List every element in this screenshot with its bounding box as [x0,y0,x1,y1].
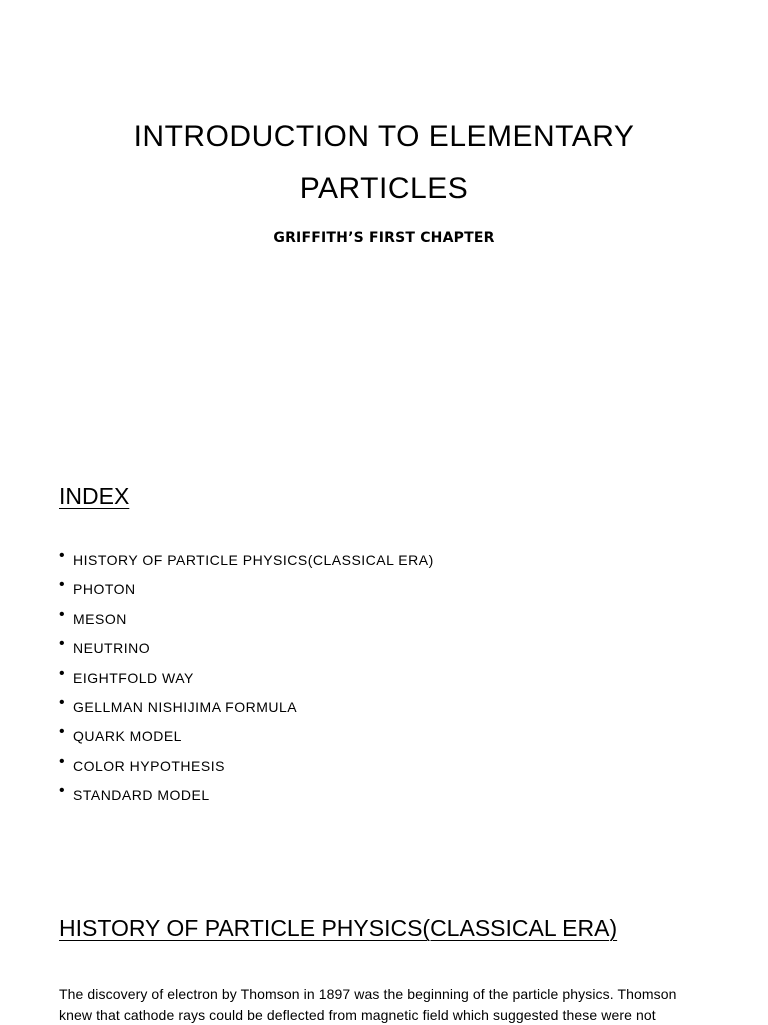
index-item-label: EIGHTFOLD WAY [73,666,194,690]
document-title-line-1: INTRODUCTION TO ELEMENTARY [0,120,768,154]
paragraph-line: The discovery of electron by Thomson in 1897 was the beginning of the particle physics. Thomson [59,984,719,1005]
index-item [59,666,434,695]
index-item [59,724,434,753]
index-item [59,783,434,812]
index-item-label: STANDARD MODEL [73,783,210,807]
index-item [59,577,434,606]
index-item [59,636,434,665]
index-item-label: PHOTON [73,577,136,601]
index-item [59,695,434,724]
paragraph-line: knew that cathode rays could be deflected from magnetic field which suggested these were not [59,1005,719,1025]
index-item-label: HISTORY OF PARTICLE PHYSICS(CLASSICAL ERA) [73,548,434,572]
bullet-icon: • [59,606,73,624]
index-item [59,754,434,783]
bullet-icon: • [59,782,73,800]
bullet-icon: • [59,753,73,771]
index-item-label: QUARK MODEL [73,724,182,748]
index-list [59,548,434,813]
bullet-icon: • [59,547,73,565]
index-item-label: COLOR HYPOTHESIS [73,754,225,778]
index-item [59,548,434,577]
document-subtitle: GRIFFITH’S FIRST CHAPTER [0,230,768,246]
document-title-line-2: PARTICLES [0,172,768,206]
bullet-icon: • [59,694,73,712]
bullet-icon: • [59,723,73,741]
bullet-icon: • [59,635,73,653]
index-item [59,607,434,636]
bullet-icon: • [59,665,73,683]
index-item-label: MESON [73,607,127,631]
history-heading: HISTORY OF PARTICLE PHYSICS(CLASSICAL ERA) [59,915,617,942]
index-heading: INDEX [59,483,129,510]
index-item-label: GELLMAN NISHIJIMA FORMULA [73,695,297,719]
index-item-label: NEUTRINO [73,636,150,660]
history-paragraph [59,984,719,1025]
bullet-icon: • [59,576,73,594]
